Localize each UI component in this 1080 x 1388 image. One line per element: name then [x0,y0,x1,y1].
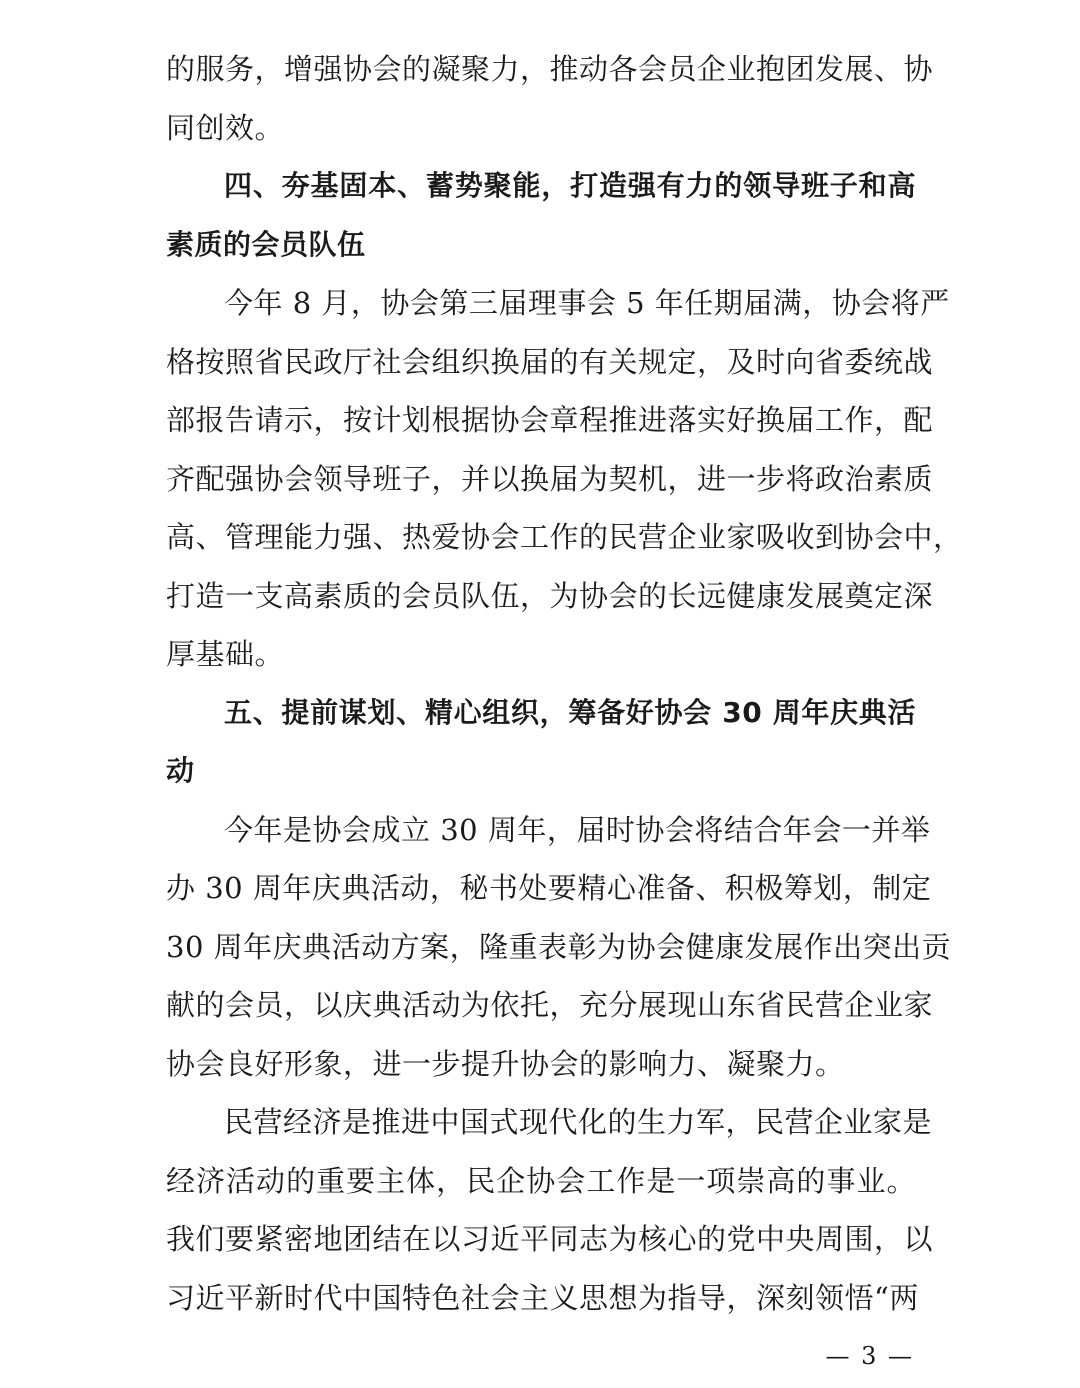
body-paragraph [166,274,963,684]
text-line: 献的会员，以庆典活动为依托，充分展现山东省民营企业家 [166,988,934,1022]
section-heading [166,684,916,801]
document-page [166,40,963,1327]
text-line: 格按照省民政厅社会组织换届的有关规定，及时向省委统战 [166,344,934,379]
text-line: 厚基础。 [166,637,285,671]
text-line: 30 周年庆典活动方案，隆重表彰为协会健康发展作出突出贡 [166,929,952,964]
text-line: 习近平新时代中国特色社会主义思想为指导，深刻领悟“两 [166,1280,919,1315]
text-line: 高、管理能力强、热爱协会工作的民营企业家吸收到协会中， [166,520,963,554]
body-paragraph [166,1093,934,1327]
text-line: 民营经济是推进中国式现代化的生力军，民营企业家是 [224,1105,933,1139]
text-line: 今年是协会成立 30 周年，届时协会将结合年会一并举 [224,812,931,847]
text-line: 协会良好形象，进一步提升协会的影响力、凝聚力。 [166,1046,845,1081]
text-line: 今年 8 月，协会第三届理事会 5 年任期届满，协会将严 [224,286,950,320]
body-paragraph [166,801,952,1094]
body-paragraph [166,40,934,157]
text-line: 部报告请示，按计划根据协会章程推进落实好换届工作，配 [166,403,934,437]
text-line: 办 30 周年庆典活动，秘书处要精心准备、积极筹划，制定 [166,871,932,905]
text-line: 齐配强协会领导班子，并以换届为契机，进一步将政治素质 [166,461,934,496]
heading-line: 素质的会员队伍 [166,227,366,261]
section-heading [166,157,916,274]
heading-line: 动 [166,754,195,787]
page-number: — 3 — [825,1342,914,1370]
text-line: 经济活动的重要主体，民企协会工作是一项崇高的事业。 [166,1163,916,1198]
text-line: 我们要紧密地团结在以习近平同志为核心的党中央周围，以 [166,1222,934,1256]
text-line: 的服务，增强协会的凝聚力，推动各会员企业抱团发展、协 [166,52,934,86]
heading-line: 五、提前谋划、精心组织，筹备好协会 30 周年庆典活 [224,695,916,729]
heading-line: 四、夯基固本、蓄势聚能，打造强有力的领导班子和高 [224,169,916,202]
text-line: 打造一支高素质的会员队伍，为协会的长远健康发展奠定深 [166,578,934,613]
text-line: 同创效。 [166,110,285,145]
